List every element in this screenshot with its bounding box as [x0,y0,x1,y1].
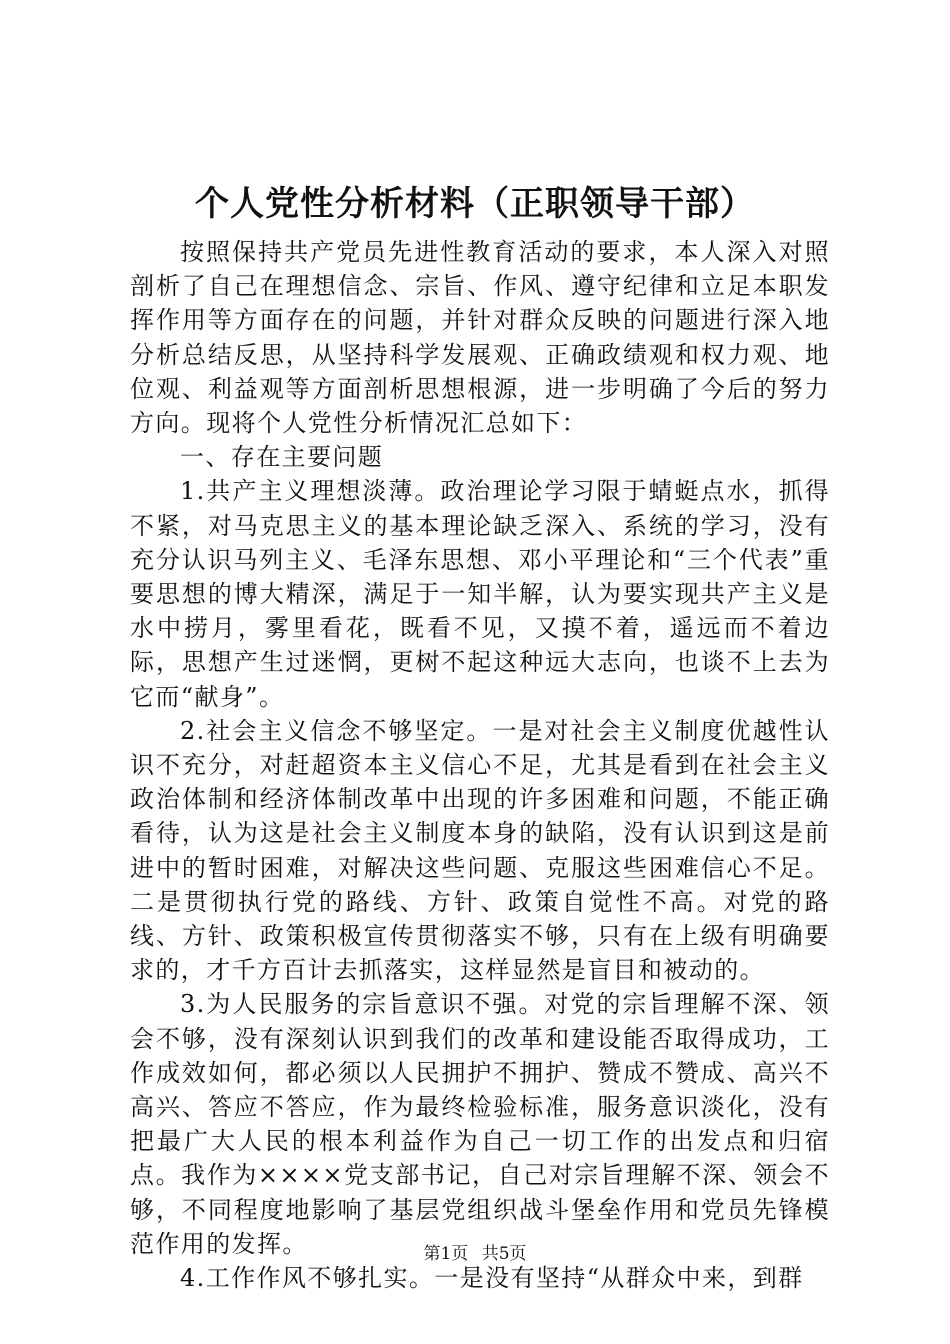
issue-paragraph-3: 3.为人民服务的宗旨意识不强。对党的宗旨理解不深、领会不够，没有深刻认识到我们的改革和建设能否取得成功，工作成效如何，都必须以人民拥护不拥护、赞成不赞成、高兴不高兴、答应不答应，作为最终检验标准，服务意识淡化，没有把最广大人民的根本利益作为自己一切工作的出发点和归宿点。我作为××××党支部书记，自己对宗旨理解不深、领会不够，不同程度地影响了基层党组织战斗堡垒作用和党员先锋模范作用的发挥。 [130,990,830,1258]
issue-paragraph-2: 2.社会主义信念不够坚定。一是对社会主义制度优越性认识不充分，对赶超资本主义信心不足，尤其是看到在社会主义政治体制和经济体制改革中出现的许多困难和问题，不能正确看待，认为这是社会主义制度本身的缺陷，没有认识到这是前进中的暂时困难，对解决这些问题、克服这些困难信心不足。二是贯彻执行党的路线、方针、政策自觉性不高。对党的路线、方针、政策积极宣传贯彻落实不够，只有在上级有明确要求的，才千方百计去抓落实，这样显然是盲目和被动的。 [130,716,830,985]
intro-paragraph: 按照保持共产党员先进性教育活动的要求，本人深入对照剖析了自己在理想信念、宗旨、作风、遵守纪律和立足本职发挥作用等方面存在的问题，并针对群众反映的问题进行深入地分析总结反思，从坚持科学发展观、正确政绩观和权力观、地位观、利益观等方面剖析思想根源，进一步明确了今后的努力方向。现将个人党性分析情况汇总如下： [130,238,830,438]
page-total: 共5页 [481,1244,527,1264]
page-number: 第1页 [423,1244,469,1264]
section-heading: 一、存在主要问题 [180,443,384,472]
issue-paragraph-4: 4.工作作风不够扎实。一是没有坚持“从群众中来，到群 [180,1264,804,1293]
issue-paragraph-1: 1.共产主义理想淡薄。政治理论学习限于蜻蜓点水，抓得不紧，对马克思主义的基本理论缺乏深入、系统的学习，没有充分认识马列主义、毛泽东思想、邓小平理论和“三个代表”重要思想的博大精深，满足于一知半解，认为要实现共产主义是水中捞月，雾里看花，既看不见，又摸不着，遥远而不着边际，思想产生过迷惘，更树不起这种远大志向，也谈不上去为它而“献身”。 [130,477,830,711]
page-footer [0,1243,950,1265]
document-title: 个人党性分析材料（正职领导干部） [195,184,755,224]
document-body [130,235,830,1295]
